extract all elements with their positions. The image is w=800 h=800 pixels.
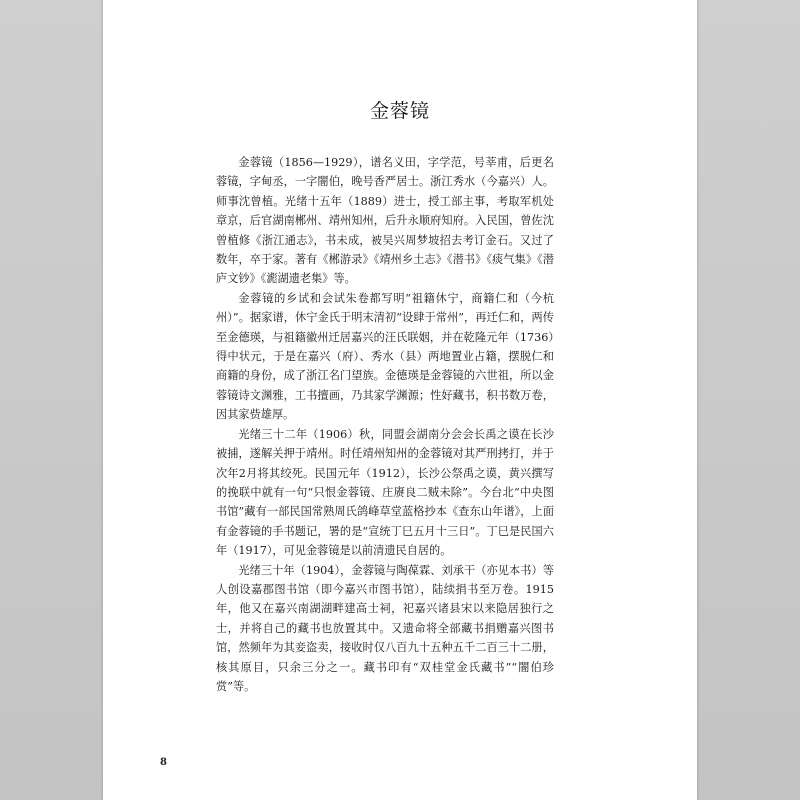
paragraph-3: 光绪三十二年（1906）秋，同盟会湖南分会会长禹之谟在长沙被捕，遂解关押于靖州。时任靖州知州的金蓉镜对其严刑拷打，并于次年2月将其绞死。民国元年（1912），长沙公祭禹之谟，黄兴撰写的挽联中就有一句“只恨金蓉镜、庄赓良二贼未除”。今台北“中央图书馆”藏有一部民国常熟周氏鸽峰草堂蓝格抄本《查东山年谱》，上面有金蓉镜的手书题记，署的是“宣统丁巳五月十三日”。丁巳是民国六年（1917），可见金蓉镜是以前清遗民自居的。 (216, 427, 554, 558)
paragraph-2: 金蓉镜的乡试和会试朱卷都写明“祖籍休宁，商籍仁和（今杭州）”。据家谱，休宁金氏于明末清初“设肆于常州”，再迁仁和，两传至金德瑛，与祖籍徽州迁居嘉兴的汪氏联姻，并在乾隆元年（1736）得中状元，于是在嘉兴（府）、秀水（县）两地置业占籍，摆脱仁和商籍的身份，成了浙江名门望族。金德瑛是金蓉镜的六世祖，所以金蓉镜诗文渊雅，工书擅画，乃其家学渊源；性好藏书，积书数万卷，因其家赀雄厚。 (216, 291, 554, 422)
page-title: 金蓉镜 (369, 100, 430, 122)
paragraph-4: 光绪三十年（1904），金蓉镜与陶葆霖、刘承干（亦见本书）等人创设嘉郡图书馆（即今嘉兴市图书馆），陆续捐书至万卷。1915年，他又在嘉兴南湖湖畔建高士祠，祀嘉兴诸县宋以来隐居独行之士，并将自己的藏书也放置其中。又遗命将全部藏书捐赠嘉兴图书馆，然频年为其妾盗卖，接收时仅八百九十五种五千二百三十二册，核其原目，只余三分之一。藏书印有“双桂堂金氏藏书”“闇伯珍赏”等。 (216, 563, 554, 693)
document-page (103, 0, 697, 800)
viewer-background-left (0, 0, 103, 800)
page-number: 8 (160, 757, 167, 768)
viewer-background-right (697, 0, 800, 800)
body-text (216, 153, 554, 696)
paragraph-1: 金蓉镜（1856—1929），谱名义田，字学范，号莘甫，后更名蓉镜，字甸丞，一字闇伯，晚号香严居士。浙江秀水（今嘉兴）人。师事沈曾植。光绪十五年（1889）进士，授工部主事，考取军机处章京，后官湖南郴州、靖州知州，后升永顺府知府。入民国，曾佐沈曾植修《浙江通志》，书未成，被吴兴周梦坡招去考订金石。又过了数年，卒于家。著有《郴游录》《靖州乡土志》《潜书》《痰气集》《潜庐文钞》《滮湖遗老集》等。 (216, 156, 554, 286)
